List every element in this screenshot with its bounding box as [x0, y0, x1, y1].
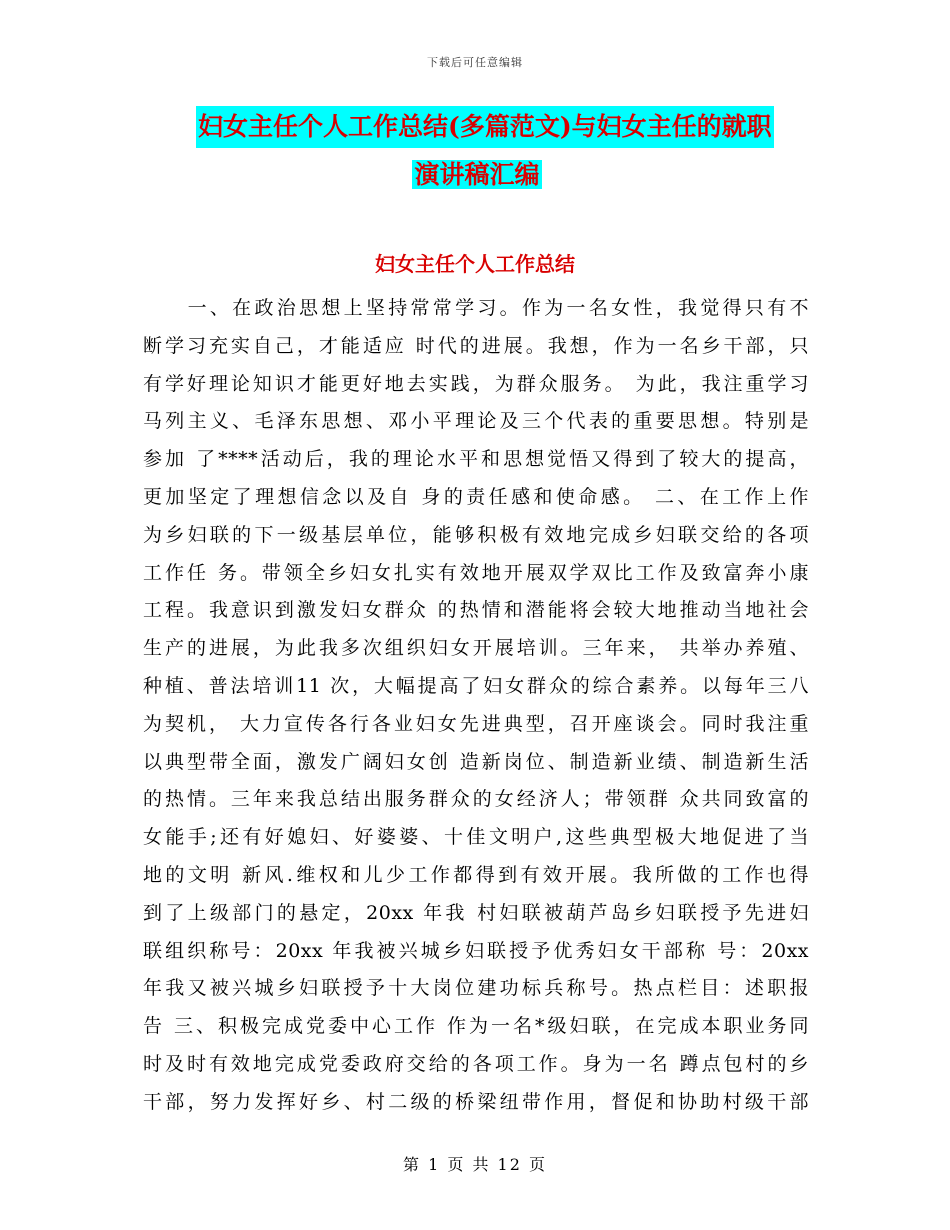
body-line: 种植、普法培训11 次，大幅提高了妇女群众的综合素养。以每年三八 — [143, 674, 809, 697]
body-line: 以典型带全面，激发广阔妇女创 造新岗位、制造新业绩、制造新生活 — [143, 750, 809, 773]
body-line: 参加 了****活动后，我的理论水平和思想觉悟又得到了较大的提高， — [143, 448, 809, 471]
body-line: 马列主义、毛泽东思想、邓小平理论及三个代表的重要思想。特别是 — [143, 410, 809, 433]
body-line: 有学好理论知识才能更好地去实践，为群众服务。 为此，我注重学习 — [143, 372, 809, 395]
body-line: 到了上级部门的悬定，20xx 年我 村妇联被葫芦岛乡妇联授予先进妇 — [143, 901, 809, 924]
body-line: 时及时有效地完成党委政府交给的各项工作。身为一名 蹲点包村的乡 — [143, 1052, 809, 1075]
body-line: 生产的进展，为此我多次组织妇女开展培训。三年来， 共举办养殖、 — [143, 637, 809, 660]
body-line: 工程。我意识到激发妇女群众 的热情和潜能将会较大地推动当地社会 — [143, 599, 809, 622]
body-line: 告 三、积极完成党委中心工作 作为一名*级妇联，在完成本职业务同 — [143, 1015, 809, 1038]
header-note: 下载后可任意编辑 — [427, 56, 523, 69]
body-line: 工作任 务。带领全乡妇女扎实有效地开展双学双比工作及致富奔小康 — [143, 561, 809, 584]
body-line: 断学习充实自己，才能适应 时代的进展。我想，作为一名乡干部，只 — [143, 334, 809, 357]
body-line: 的热情。三年来我总结出服务群众的女经济人；带领群 众共同致富的 — [143, 788, 809, 811]
body-line: 地的文明 新风.维权和儿少工作都得到有效开展。我所做的工作也得 — [143, 863, 809, 886]
body-text — [143, 290, 809, 1122]
body-line: 为契机， 大力宣传各行各业妇女先进典型，召开座谈会。同时我注重 — [143, 712, 809, 735]
body-line: 更加坚定了理想信念以及自 身的责任感和使命感。 二、在工作上作 — [143, 485, 809, 508]
body-line: 为乡妇联的下一级基层单位，能够积极有效地完成乡妇联交给的各项 — [143, 523, 809, 546]
page-footer: 第 1 页 共 12 页 — [403, 1155, 547, 1174]
body-line: 女能手;还有好媳妇、好婆婆、十佳文明户,这些典型极大地促进了当 — [143, 826, 809, 849]
title-line-1: 妇女主任个人工作总结(多篇范文)与妇女主任的就职 — [196, 106, 774, 148]
title-line-2: 演讲稿汇编 — [414, 160, 540, 189]
body-line: 干部，努力发挥好乡、村二级的桥梁纽带作用，督促和协助村级干部 — [143, 1090, 809, 1113]
body-line: 一、在政治思想上坚持常常学习。作为一名女性，我觉得只有不 — [143, 297, 809, 319]
section-title: 妇女主任个人工作总结 — [375, 252, 575, 276]
body-line: 联组织称号：20xx 年我被兴城乡妇联授予优秀妇女干部称 号：20xx — [143, 939, 809, 962]
body-line: 年我又被兴城乡妇联授予十大岗位建功标兵称号。热点栏目：述职报 — [143, 977, 809, 1000]
title-line-2-wrap — [0, 154, 950, 196]
